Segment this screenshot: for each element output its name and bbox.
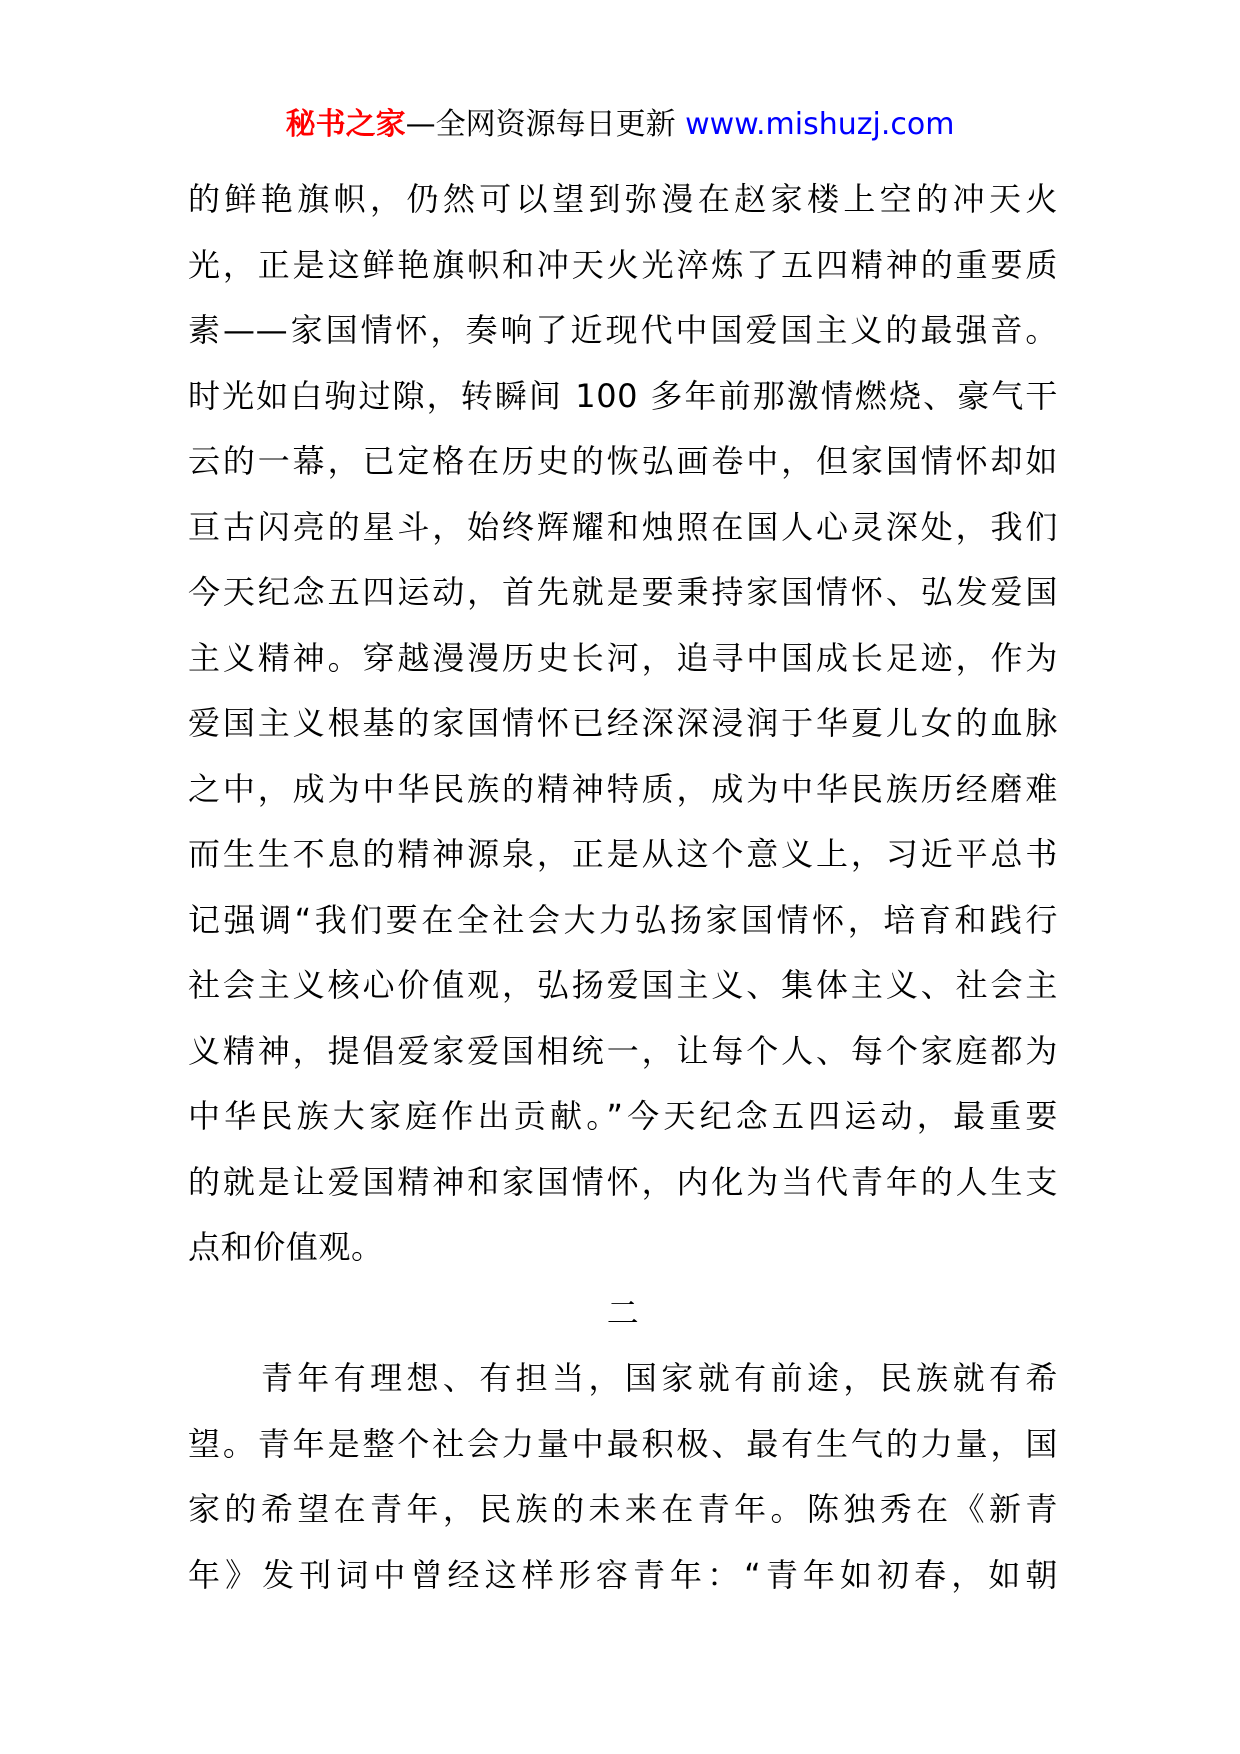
text-line: 亘古闪亮的星斗，始终辉耀和烛照在国人心灵深处，我们 [188, 507, 1058, 546]
document-body [188, 167, 1058, 1608]
text-line: 中华民族大家庭作出贡献。”今天纪念五四运动，最重要 [188, 1097, 1058, 1135]
text-line: 主义精神。穿越漫漫历史长河，追寻中国成长足迹，作为 [188, 638, 1058, 677]
text-line: 青年有理想、有担当，国家就有前途，民族就有希 [188, 1359, 1058, 1397]
text-line: 点和价值观。 [188, 1228, 384, 1266]
section-heading: 二 [606, 1293, 640, 1332]
header-tagline: —全网资源每日更新 [405, 107, 676, 142]
text-line: 记强调“我们要在全社会大力弘扬家国情怀，培育和践行 [188, 900, 1058, 939]
brand-name: 秘书之家 [285, 107, 406, 142]
text-line: 而生生不息的精神源泉，正是从这个意义上，习近平总书 [188, 835, 1058, 873]
text-line: 年》发刊词中曾经这样形容青年：“青年如初春，如朝 [188, 1555, 1058, 1594]
page-header [0, 100, 1240, 150]
text-line: 家的希望在青年，民族的未来在青年。陈独秀在《新青 [188, 1490, 1058, 1528]
text-line: 光，正是这鲜艳旗帜和冲天火光淬炼了五四精神的重要质 [188, 245, 1058, 284]
site-url-link[interactable]: www.mishuzj.com [685, 107, 955, 142]
text-line: 云的一幕，已定格在历史的恢弘画卷中，但家国情怀却如 [188, 442, 1058, 480]
text-line: 爱国主义根基的家国情怀已经深深浸润于华夏儿女的血脉 [188, 704, 1058, 742]
text-line: 的鲜艳旗帜，仍然可以望到弥漫在赵家楼上空的冲天火 [188, 180, 1058, 218]
text-line: 时光如白驹过隙，转瞬间 100 多年前那激情燃烧、豪气干 [188, 376, 1058, 415]
text-line: 之中，成为中华民族的精神特质，成为中华民族历经磨难 [188, 769, 1058, 808]
text-line: 素——家国情怀，奏响了近现代中国爱国主义的最强音。 [188, 311, 1058, 349]
text-line: 望。青年是整个社会力量中最积极、最有生气的力量，国 [188, 1424, 1058, 1463]
text-line: 的就是让爱国精神和家国情怀，内化为当代青年的人生支 [188, 1162, 1058, 1201]
text-line: 社会主义核心价值观，弘扬爱国主义、集体主义、社会主 [188, 966, 1058, 1004]
text-line: 义精神，提倡爱家爱国相统一，让每个人、每个家庭都为 [188, 1031, 1058, 1070]
text-line: 今天纪念五四运动，首先就是要秉持家国情怀、弘发爱国 [188, 573, 1058, 611]
